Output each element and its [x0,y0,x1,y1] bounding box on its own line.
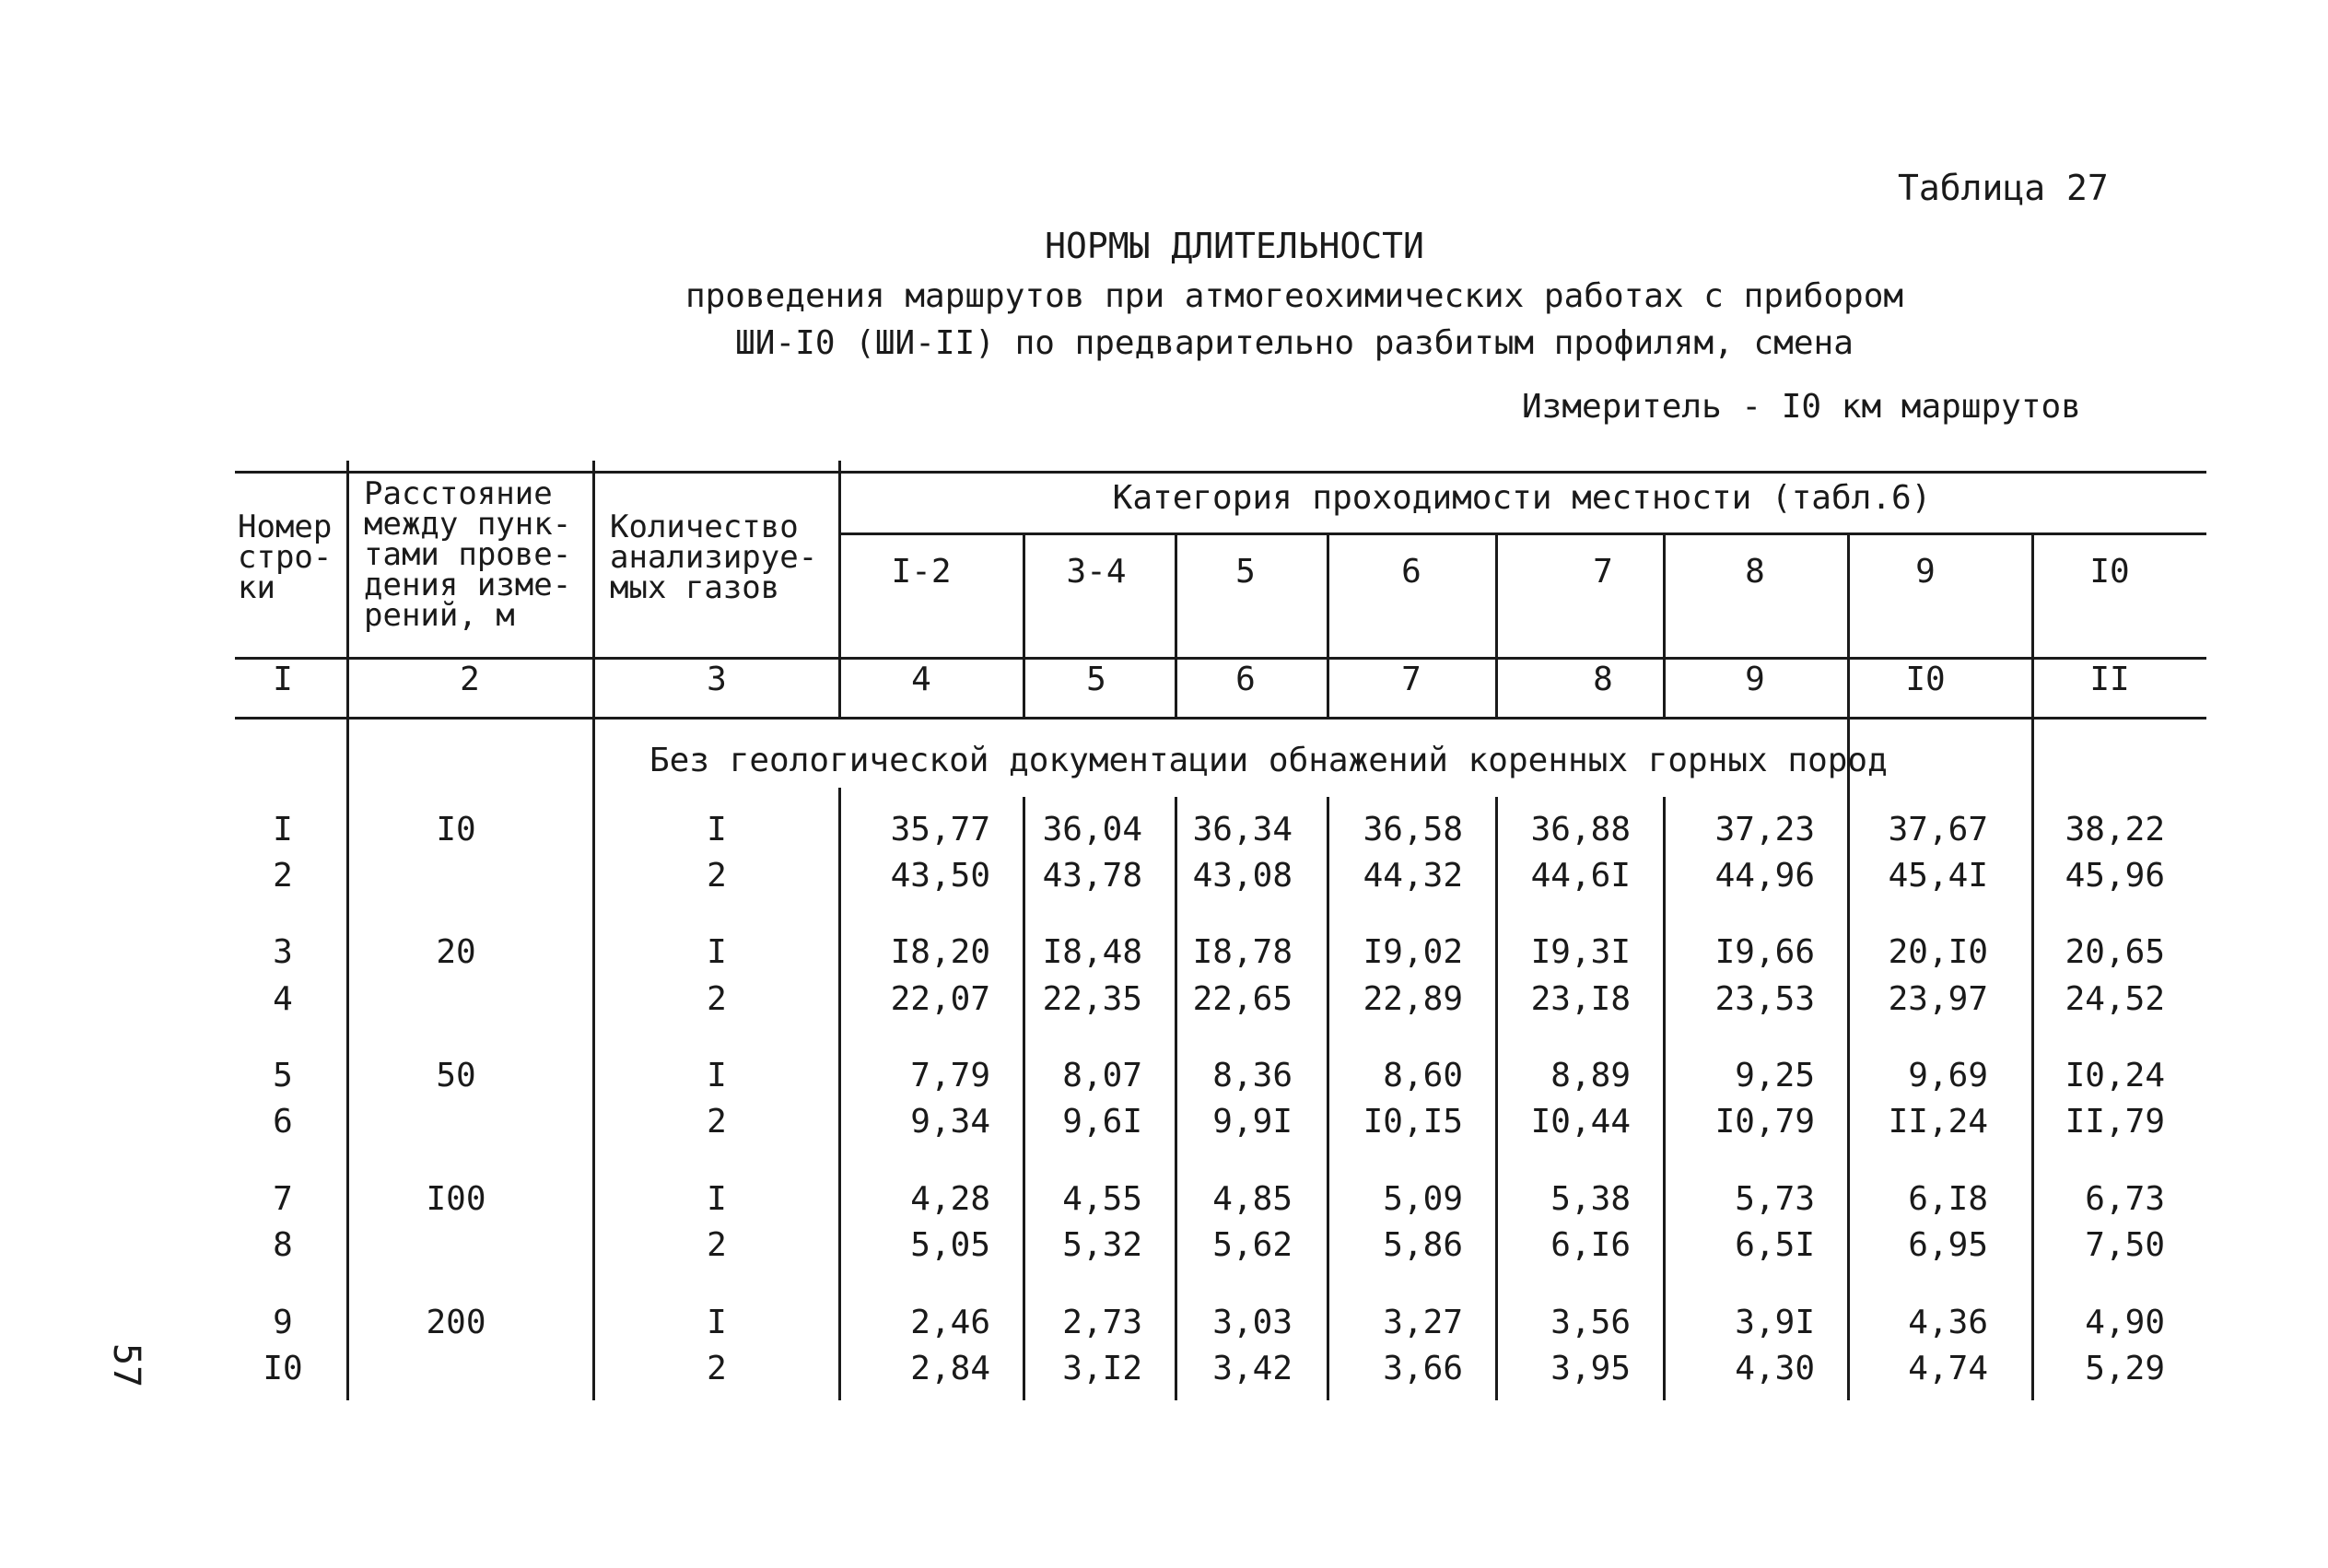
row-number: 4 [273,980,293,1018]
vline-1 [346,461,349,1400]
vline-3-body [838,788,841,1400]
row-number: I [273,811,293,848]
header-rule [235,657,2206,660]
row-value-cat-2: 9,6I [1062,1103,1142,1141]
row-value-cat-3: 5,62 [1212,1226,1293,1264]
row-value-cat-8: 7,50 [2085,1226,2165,1264]
row-value-cat-5: 8,89 [1550,1057,1631,1094]
row-value-cat-5: 23,I8 [1530,980,1631,1018]
row-distance: I0 [436,811,476,848]
row-number: 9 [273,1304,293,1341]
row-value-cat-1: 2,84 [910,1350,990,1387]
vline-4-body [1023,797,1025,1400]
row-value-cat-5: 3,95 [1550,1350,1631,1387]
row-value-cat-1: 7,79 [910,1057,990,1094]
row-gas-count: 2 [707,1226,727,1264]
row-value-cat-5: I9,3I [1530,933,1631,971]
header-category-1: I-2 [891,553,952,591]
row-value-cat-3: 8,36 [1212,1057,1293,1094]
vline-6-body [1327,797,1329,1400]
row-value-cat-2: 43,78 [1042,857,1142,895]
row-value-cat-1: 22,07 [890,980,990,1018]
subtitle-line-2: ШИ-I0 (ШИ-II) по предварительно разбитым профилям, смена [735,324,1854,362]
column-number-1: I [273,661,293,698]
row-number: I0 [263,1350,303,1387]
measure-unit: Измеритель - I0 км маршрутов [1522,388,2081,426]
row-value-cat-4: 22,89 [1363,980,1463,1018]
column-number-6: 6 [1235,661,1256,698]
category-rule [840,532,2206,535]
row-value-cat-8: 4,90 [2085,1304,2165,1341]
row-gas-count: I [707,1057,727,1094]
header-category-4: 6 [1401,553,1421,591]
header-row-number: Номер стро- ки [238,509,333,606]
row-value-cat-7: 6,95 [1908,1226,1988,1264]
row-value-cat-8: II,79 [2065,1103,2165,1141]
row-value-cat-2: 8,07 [1062,1057,1142,1094]
row-value-cat-8: 20,65 [2065,933,2165,971]
row-value-cat-4: 3,66 [1383,1350,1463,1387]
row-value-cat-2: 4,55 [1062,1180,1142,1218]
page-number: 57 [105,1343,147,1388]
row-value-cat-2: 3,I2 [1062,1350,1142,1387]
row-value-cat-4: 8,60 [1383,1057,1463,1094]
row-value-cat-2: 2,73 [1062,1304,1142,1341]
row-number: 8 [273,1226,293,1264]
row-value-cat-4: 36,58 [1363,811,1463,848]
row-value-cat-6: 9,25 [1735,1057,1815,1094]
header-category-7: 9 [1915,553,1936,591]
row-distance: I00 [426,1180,486,1218]
row-value-cat-4: I0,I5 [1363,1103,1463,1141]
column-number-5: 5 [1086,661,1106,698]
column-number-7: 7 [1401,661,1421,698]
row-value-cat-3: 3,03 [1212,1304,1293,1341]
row-value-cat-1: 9,34 [910,1103,990,1141]
header-distance: Расстояние между пунк- тами прове- дения изме- рений, м [364,475,572,634]
row-value-cat-7: 45,4I [1888,857,1988,895]
row-value-cat-3: 9,9I [1212,1103,1293,1141]
row-value-cat-6: 23,53 [1714,980,1815,1018]
row-value-cat-1: 4,28 [910,1180,990,1218]
row-value-cat-1: 43,50 [890,857,990,895]
row-gas-count: I [707,933,727,971]
row-value-cat-1: I8,20 [890,933,990,971]
row-value-cat-4: 5,86 [1383,1226,1463,1264]
row-value-cat-8: 6,73 [2085,1180,2165,1218]
header-category-2: 3-4 [1066,553,1127,591]
row-value-cat-6: 5,73 [1735,1180,1815,1218]
header-category-5: 7 [1593,553,1613,591]
row-value-cat-2: 36,04 [1042,811,1142,848]
row-value-cat-3: I8,78 [1192,933,1293,971]
row-value-cat-6: 4,30 [1735,1350,1815,1387]
vline-8-body [1663,797,1666,1400]
row-value-cat-5: 36,88 [1530,811,1631,848]
vline-7-header [1495,532,1498,717]
row-value-cat-4: 5,09 [1383,1180,1463,1218]
column-number-10: I0 [1905,661,1946,698]
vline-2 [592,461,595,1400]
table-label: Таблица 27 [1898,168,2109,208]
row-number: 5 [273,1057,293,1094]
header-gas-count: Количество анализируе- мых газов [610,509,818,606]
row-value-cat-8: I0,24 [2065,1057,2165,1094]
row-value-cat-6: I0,79 [1714,1103,1815,1141]
row-value-cat-5: 5,38 [1550,1180,1631,1218]
row-value-cat-1: 35,77 [890,811,990,848]
row-value-cat-5: I0,44 [1530,1103,1631,1141]
row-value-cat-3: 43,08 [1192,857,1293,895]
row-number: 3 [273,933,293,971]
row-value-cat-8: 5,29 [2085,1350,2165,1387]
row-value-cat-5: 3,56 [1550,1304,1631,1341]
header-category-8: I0 [2089,553,2130,591]
row-gas-count: 2 [707,1350,727,1387]
section-title: Без геологической документации обнажений коренных горных пород [649,742,1888,779]
row-value-cat-3: 4,85 [1212,1180,1293,1218]
row-value-cat-6: I9,66 [1714,933,1815,971]
row-value-cat-3: 22,65 [1192,980,1293,1018]
row-distance: 20 [436,933,476,971]
row-gas-count: 2 [707,980,727,1018]
column-number-9: 9 [1745,661,1765,698]
row-number: 7 [273,1180,293,1218]
row-value-cat-7: 9,69 [1908,1057,1988,1094]
row-value-cat-7: 4,74 [1908,1350,1988,1387]
vline-7-body [1495,797,1498,1400]
row-value-cat-7: II,24 [1888,1103,1988,1141]
column-number-3: 3 [707,661,727,698]
column-number-4: 4 [911,661,931,698]
vline-3-header [838,461,841,719]
row-value-cat-8: 38,22 [2065,811,2165,848]
row-value-cat-7: 23,97 [1888,980,1988,1018]
column-number-2: 2 [460,661,480,698]
column-number-rule [235,717,2206,720]
row-value-cat-2: 22,35 [1042,980,1142,1018]
row-value-cat-6: 44,96 [1714,857,1815,895]
row-gas-count: 2 [707,857,727,895]
row-value-cat-3: 3,42 [1212,1350,1293,1387]
vline-10 [2031,532,2034,1400]
row-value-cat-8: 45,96 [2065,857,2165,895]
row-value-cat-3: 36,34 [1192,811,1293,848]
row-gas-count: 2 [707,1103,727,1141]
subtitle-line-1: проведения маршрутов при атмогеохимических работах с прибором [684,277,1904,315]
vline-4-header [1023,532,1025,717]
row-value-cat-6: 6,5I [1735,1226,1815,1264]
header-category-group: Категория проходимости местности (табл.6) [1112,479,1932,517]
row-gas-count: I [707,1180,727,1218]
row-value-cat-8: 24,52 [2065,980,2165,1018]
row-value-cat-1: 5,05 [910,1226,990,1264]
column-number-8: 8 [1593,661,1613,698]
row-value-cat-6: 3,9I [1735,1304,1815,1341]
row-value-cat-7: 20,I0 [1888,933,1988,971]
row-distance: 50 [436,1057,476,1094]
row-gas-count: I [707,1304,727,1341]
row-gas-count: I [707,811,727,848]
vline-9 [1847,532,1850,1400]
row-value-cat-7: 6,I8 [1908,1180,1988,1218]
row-value-cat-6: 37,23 [1714,811,1815,848]
row-value-cat-4: I9,02 [1363,933,1463,971]
vline-5-header [1175,532,1177,717]
vline-5-body [1175,797,1177,1400]
row-value-cat-2: 5,32 [1062,1226,1142,1264]
row-value-cat-4: 44,32 [1363,857,1463,895]
header-category-6: 8 [1745,553,1765,591]
row-distance: 200 [426,1304,486,1341]
row-value-cat-7: 37,67 [1888,811,1988,848]
column-number-11: II [2089,661,2130,698]
vline-8-header [1663,532,1666,717]
row-value-cat-7: 4,36 [1908,1304,1988,1341]
table-top-rule [235,471,2206,474]
header-category-3: 5 [1235,553,1256,591]
row-number: 6 [273,1103,293,1141]
row-value-cat-4: 3,27 [1383,1304,1463,1341]
row-value-cat-5: 6,I6 [1550,1226,1631,1264]
row-value-cat-1: 2,46 [910,1304,990,1341]
vline-6-header [1327,532,1329,717]
row-number: 2 [273,857,293,895]
page-title: НОРМЫ ДЛИТЕЛЬНОСТИ [1045,226,1424,266]
row-value-cat-5: 44,6I [1530,857,1631,895]
row-value-cat-2: I8,48 [1042,933,1142,971]
